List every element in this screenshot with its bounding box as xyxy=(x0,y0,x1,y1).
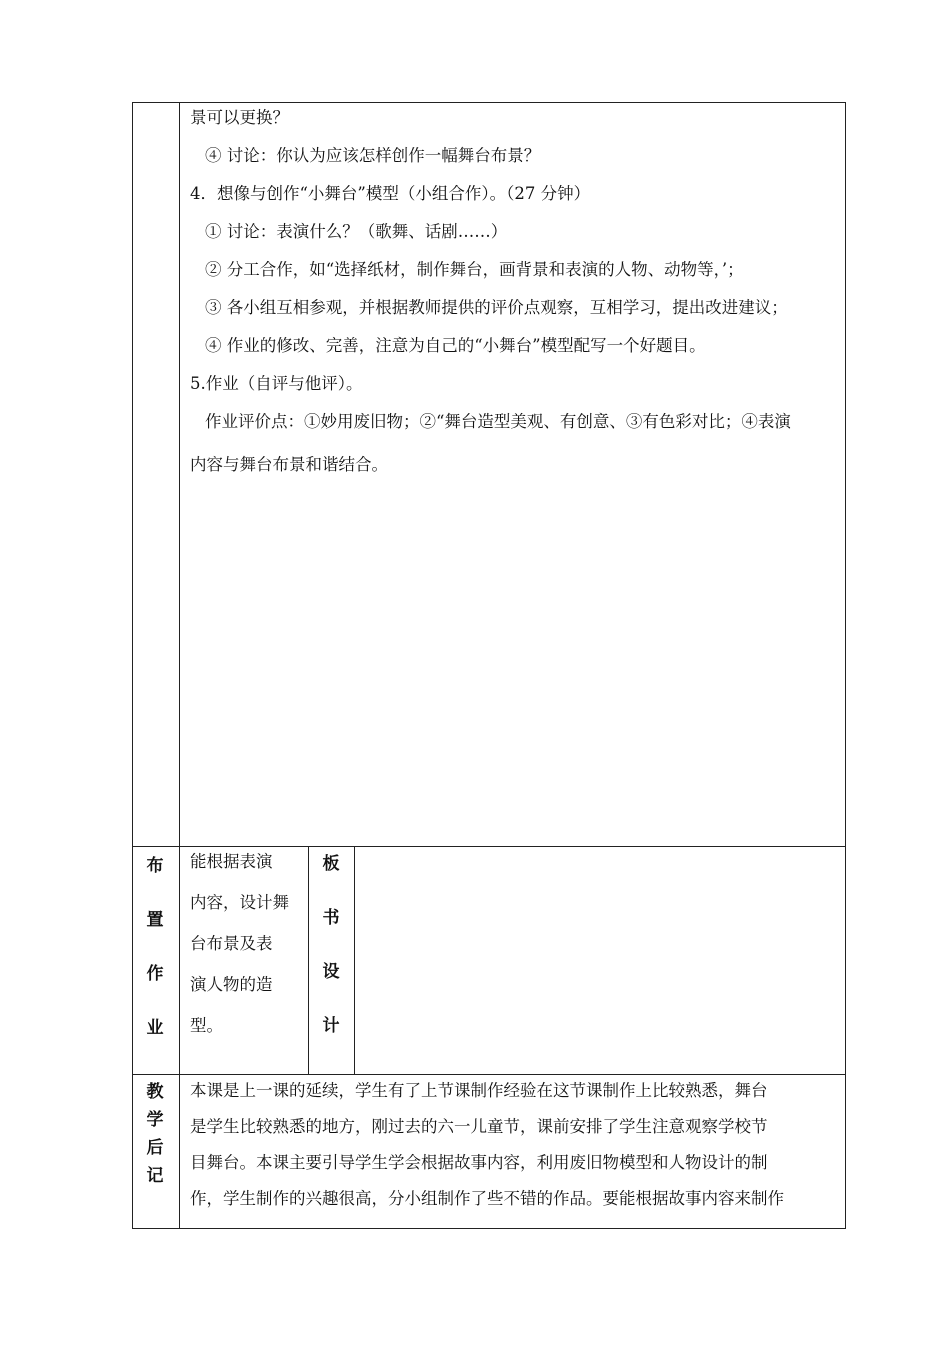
content-line-7: ④ 作业的修改、完善，注意为自己的“小舞台”模型配写一个好题目。 xyxy=(205,336,706,355)
content-line-6: ③ 各小组互相参观，并根据教师提供的评价点观察，互相学习，提出改进建议； xyxy=(205,298,788,317)
table-border-left xyxy=(132,102,133,1229)
table-border-top xyxy=(132,102,846,103)
homework-label-3: 作 xyxy=(146,964,164,984)
content-line-4: ① 讨论：表演什么？（歌舞、话剧……） xyxy=(205,222,508,241)
homework-line-1: 能根据表演 xyxy=(190,852,273,871)
table-border-right xyxy=(845,102,846,1229)
content-line-3: 4．想像与创作“小舞台”模型（小组合作）。（27 分钟） xyxy=(190,184,591,203)
board-label-2: 书 xyxy=(322,908,340,928)
reflection-line-2: 是学生比较熟悉的地方，刚过去的六一儿童节，课前安排了学生注意观察学校节 xyxy=(190,1117,768,1136)
homework-label-2: 置 xyxy=(146,910,164,930)
homework-line-3: 台布景及表 xyxy=(190,934,273,953)
reflection-line-1: 本课是上一课的延续，学生有了上节课制作经验在这节课制作上比较熟悉，舞台 xyxy=(190,1081,768,1100)
reflection-line-4: 作，学生制作的兴趣很高，分小组制作了些不错的作品。要能根据故事内容来制作 xyxy=(190,1189,784,1208)
board-label-3: 设 xyxy=(322,962,340,982)
reflection-label-2: 学 xyxy=(146,1110,164,1130)
homework-line-2: 内容，设计舞 xyxy=(190,893,289,912)
reflection-label-4: 记 xyxy=(146,1166,164,1186)
reflection-label-1: 教 xyxy=(146,1082,164,1102)
row-divider-1 xyxy=(132,846,846,847)
content-line-8: 5.作业（自评与他评）。 xyxy=(190,374,363,393)
content-line-10: 内容与舞台布景和谐结合。 xyxy=(190,455,388,474)
homework-line-5: 型。 xyxy=(190,1016,223,1035)
board-label-1: 板 xyxy=(322,854,340,874)
board-label-4: 计 xyxy=(322,1016,340,1036)
label-column-divider xyxy=(179,102,180,1229)
board-divider xyxy=(354,846,355,1075)
homework-label-1: 布 xyxy=(146,856,164,876)
reflection-label-3: 后 xyxy=(146,1138,164,1158)
content-line-9: 作业评价点：①妙用废旧物；②“舞台造型美观、有创意、③有色彩对比；④表演 xyxy=(205,412,791,431)
content-line-1: 景可以更换？ xyxy=(190,108,289,127)
row-divider-2 xyxy=(132,1074,846,1075)
content-line-5: ② 分工合作，如“选择纸材，制作舞台，画背景和表演的人物、动物等，’； xyxy=(205,260,744,279)
homework-line-4: 演人物的造 xyxy=(190,975,273,994)
reflection-line-3: 目舞台。本课主要引导学生学会根据故事内容，利用废旧物模型和人物设计的制 xyxy=(190,1153,768,1172)
content-line-2: ④ 讨论：你认为应该怎样创作一幅舞台布景？ xyxy=(205,146,541,165)
table-border-bottom xyxy=(132,1228,846,1229)
homework-divider xyxy=(308,846,309,1075)
homework-label-4: 业 xyxy=(146,1018,164,1038)
